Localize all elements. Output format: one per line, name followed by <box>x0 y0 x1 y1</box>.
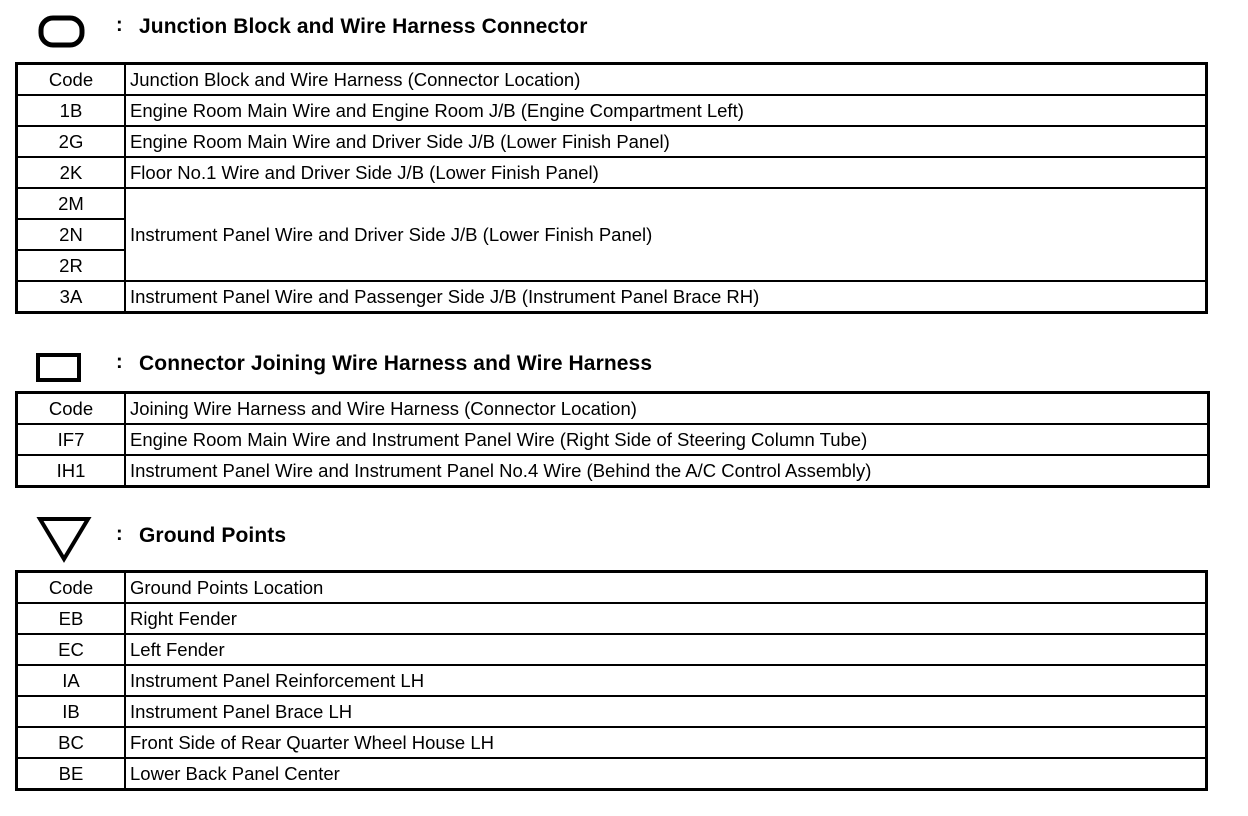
table-header-row <box>17 393 1209 425</box>
row-location: Instrument Panel Reinforcement LH <box>125 665 1207 696</box>
table-row <box>17 665 1207 696</box>
row-location: Instrument Panel Brace LH <box>125 696 1207 727</box>
row-code: 2K <box>17 157 126 188</box>
connector-table <box>15 391 1210 488</box>
table-row <box>17 188 1207 219</box>
row-location: Lower Back Panel Center <box>125 758 1207 790</box>
junction-block-table <box>15 62 1208 314</box>
rectangle-icon <box>35 352 83 384</box>
row-code: EC <box>17 634 126 665</box>
table-row <box>17 455 1209 487</box>
table-row <box>17 696 1207 727</box>
row-code: 2M <box>17 188 126 219</box>
row-code: EB <box>17 603 126 634</box>
row-code: 2G <box>17 126 126 157</box>
row-location: Engine Room Main Wire and Engine Room J/B (Engine Compartment Left) <box>125 95 1207 126</box>
row-code: IH1 <box>17 455 126 487</box>
table-row <box>17 634 1207 665</box>
header-code: Code <box>17 64 126 96</box>
section-connector-header <box>0 345 1248 385</box>
row-code: IF7 <box>17 424 126 455</box>
triangle-down-icon <box>36 515 92 563</box>
section-title: Junction Block and Wire Harness Connector <box>139 15 588 38</box>
section-title: Ground Points <box>139 524 287 547</box>
row-code: 2N <box>17 219 126 250</box>
rounded-rectangle-icon <box>38 15 86 49</box>
table-row <box>17 424 1209 455</box>
table-row <box>17 126 1207 157</box>
table-row <box>17 603 1207 634</box>
row-location: Floor No.1 Wire and Driver Side J/B (Lower Finish Panel) <box>125 157 1207 188</box>
row-location: Engine Room Main Wire and Instrument Panel Wire (Right Side of Steering Column Tube) <box>125 424 1209 455</box>
table-row <box>17 281 1207 313</box>
header-code: Code <box>17 572 126 604</box>
section-junction-block-header <box>0 8 1248 48</box>
table-row <box>17 95 1207 126</box>
section-colon: : <box>116 14 123 36</box>
row-code: IA <box>17 665 126 696</box>
row-location: Left Fender <box>125 634 1207 665</box>
row-location: Instrument Panel Wire and Instrument Panel No.4 Wire (Behind the A/C Control Assembly) <box>125 455 1209 487</box>
row-code: IB <box>17 696 126 727</box>
section-title: Connector Joining Wire Harness and Wire Harness <box>139 352 653 375</box>
section-ground-points-header <box>0 515 1248 555</box>
row-location: Right Fender <box>125 603 1207 634</box>
table-row <box>17 727 1207 758</box>
row-code: 2R <box>17 250 126 281</box>
header-location: Ground Points Location <box>125 572 1207 604</box>
row-location-merged: Instrument Panel Wire and Driver Side J/B (Lower Finish Panel) <box>125 188 1207 281</box>
row-code: 3A <box>17 281 126 313</box>
row-code: BE <box>17 758 126 790</box>
table-row <box>17 157 1207 188</box>
header-location: Joining Wire Harness and Wire Harness (Connector Location) <box>125 393 1209 425</box>
row-location: Instrument Panel Wire and Passenger Side J/B (Instrument Panel Brace RH) <box>125 281 1207 313</box>
header-code: Code <box>17 393 126 425</box>
table-row <box>17 758 1207 790</box>
section-colon: : <box>116 351 123 373</box>
row-location: Engine Room Main Wire and Driver Side J/B (Lower Finish Panel) <box>125 126 1207 157</box>
section-colon: : <box>116 523 123 545</box>
row-code: 1B <box>17 95 126 126</box>
header-location: Junction Block and Wire Harness (Connector Location) <box>125 64 1207 96</box>
row-code: BC <box>17 727 126 758</box>
row-location: Front Side of Rear Quarter Wheel House LH <box>125 727 1207 758</box>
table-header-row <box>17 572 1207 604</box>
table-header-row <box>17 64 1207 96</box>
ground-points-table <box>15 570 1208 791</box>
